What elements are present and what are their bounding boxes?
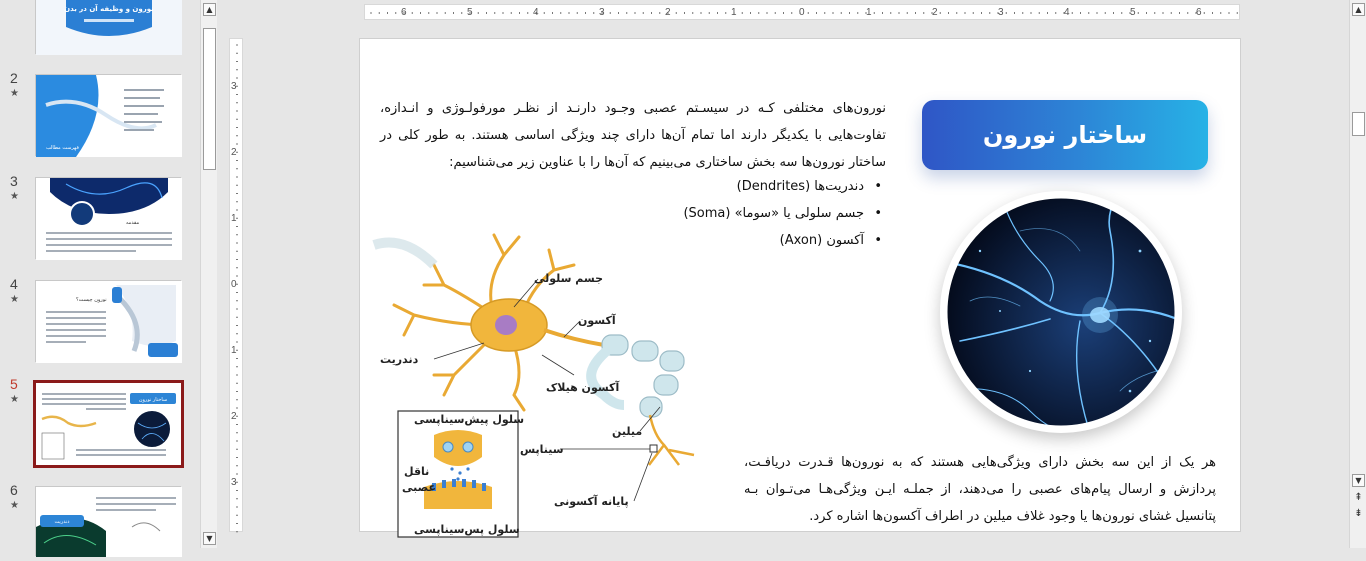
label-neurotransmitter-2: عصبی (402, 481, 436, 494)
thumb-5-title: ساختار نورون (138, 397, 168, 403)
ruler-label: 3 (231, 81, 237, 92)
slide-thumbnail-4[interactable] (35, 280, 181, 362)
label-axon: آکسون (578, 314, 616, 327)
thumb-1-title: نورون و وظیفه آن در بدن (64, 5, 154, 13)
slide-thumbnail-2[interactable] (35, 74, 181, 156)
label-neurotransmitter-1: ناقل (404, 465, 430, 478)
slide-number-5: 5 (10, 376, 18, 392)
thumb-6-title: دندریت (54, 519, 70, 525)
thumbnail-scrollbar[interactable] (200, 0, 217, 548)
ruler-label: 1 (866, 7, 872, 18)
scroll-up-button[interactable]: ▲ (203, 3, 216, 16)
ruler-label: 6 (1196, 7, 1202, 18)
slide-number-2: 2 (10, 70, 18, 86)
scroll-down-button[interactable]: ▼ (1352, 474, 1365, 487)
slide-thumbnail-5[interactable] (33, 380, 184, 468)
scrollbar-thumb[interactable] (203, 28, 216, 170)
slide-thumbnail-6[interactable] (35, 486, 181, 556)
label-synapse: سیناپس (520, 443, 564, 456)
animation-star-icon: ★ (10, 88, 19, 99)
slide-canvas[interactable] (359, 38, 1241, 536)
ruler-label: 1 (731, 7, 737, 18)
thumb-2-title: فهرست مطالب (46, 145, 79, 151)
ruler-label: 3 (998, 7, 1004, 18)
bullet-item-axon: • آکسون (Axon) (660, 227, 886, 254)
slide-number-4: 4 (10, 276, 18, 292)
slide-title[interactable]: ساختار نورون (922, 100, 1208, 170)
label-axon-hillock: آکسون هیلاک (546, 381, 620, 394)
thumb-3-title: مقدمه (126, 220, 140, 226)
animation-star-icon: ★ (10, 394, 19, 405)
label-myelin: میلین (612, 425, 643, 438)
editor-scrollbar[interactable] (1349, 0, 1366, 548)
label-dendrite: دندریت (380, 353, 419, 366)
slide-thumbnail-1[interactable] (35, 0, 181, 54)
horizontal-ruler[interactable] (364, 4, 1240, 20)
ruler-label: 6 (401, 7, 407, 18)
thumb-4-title: نورون چیست؟ (76, 297, 107, 303)
scrollbar-thumb[interactable] (1352, 112, 1365, 136)
slide-number-3: 3 (10, 173, 18, 189)
animation-star-icon: ★ (10, 500, 19, 511)
previous-slide-icon[interactable]: ⇞ (1354, 492, 1363, 503)
vertical-ruler[interactable] (229, 38, 243, 532)
ruler-label: 3 (599, 7, 605, 18)
ruler-label: 2 (665, 7, 671, 18)
animation-star-icon: ★ (10, 294, 19, 305)
label-axon-terminal: پایانه آکسونی (554, 495, 629, 508)
ruler-label: 2 (231, 147, 237, 158)
bullet-item-dendrites: • دندریت‌ها (Dendrites) (660, 173, 886, 200)
ruler-label: 5 (1130, 7, 1136, 18)
ruler-label: 4 (533, 7, 539, 18)
ruler-label: 2 (231, 411, 237, 422)
slide-number-6: 6 (10, 482, 18, 498)
slide-thumbnail-pane[interactable] (0, 0, 200, 548)
next-slide-icon[interactable]: ⇟ (1354, 508, 1363, 519)
neuron-photo[interactable] (940, 191, 1182, 433)
scroll-down-button[interactable]: ▼ (203, 532, 216, 545)
ruler-label: 1 (231, 213, 237, 224)
summary-paragraph[interactable]: هر یک از این سه بخش دارای ویژگی‌هایی هستند که به نورون‌ها قـدرت دریافـت، پردازش و ارسال پیام‌های عصبی را می‌دهند، از جملـه ایـن ویژگی‌هـا می‌تـوان بـه پتانسیل غشای نورون‌ها یا وجود غلاف میلین در اطراف آکسون‌ها اشاره کرد. (744, 455, 1216, 524)
bullet-item-soma: • جسم سلولی یا «سوما» (Soma) (660, 200, 886, 227)
ruler-label: 0 (799, 7, 805, 18)
ruler-label: 1 (231, 345, 237, 356)
label-postsynaptic: سلول پس‌سیناپسی (414, 523, 520, 536)
ruler-label: 5 (467, 7, 473, 18)
label-presynaptic: سلول پیش‌سیناپسی (414, 413, 525, 426)
slide-thumbnail-3[interactable] (35, 177, 181, 259)
ruler-label: 4 (1064, 7, 1070, 18)
ruler-label: 2 (932, 7, 938, 18)
ruler-label: 3 (231, 477, 237, 488)
label-cell-body: جسم سلولی (534, 272, 604, 285)
animation-star-icon: ★ (10, 191, 19, 202)
neuron-diagram[interactable] (374, 225, 726, 536)
intro-paragraph[interactable]: نورون‌های مختلفی کـه در سیسـتم عصبی وجـود دارنـد از نظـر مورفولـوژی و انـدازه، تفاوت‌هایی با یکدیگر دارند اما تمام آن‌ها دارای چند ویژگی اساسی هستند. به طور کلی در ساختار نورون‌ها سه بخش ساختاری می‌بینیم که آن‌ها را با عناوین زیر می‌شناسیم: (380, 101, 886, 170)
scroll-up-button[interactable]: ▲ (1352, 3, 1365, 16)
ruler-label: 0 (231, 279, 237, 290)
